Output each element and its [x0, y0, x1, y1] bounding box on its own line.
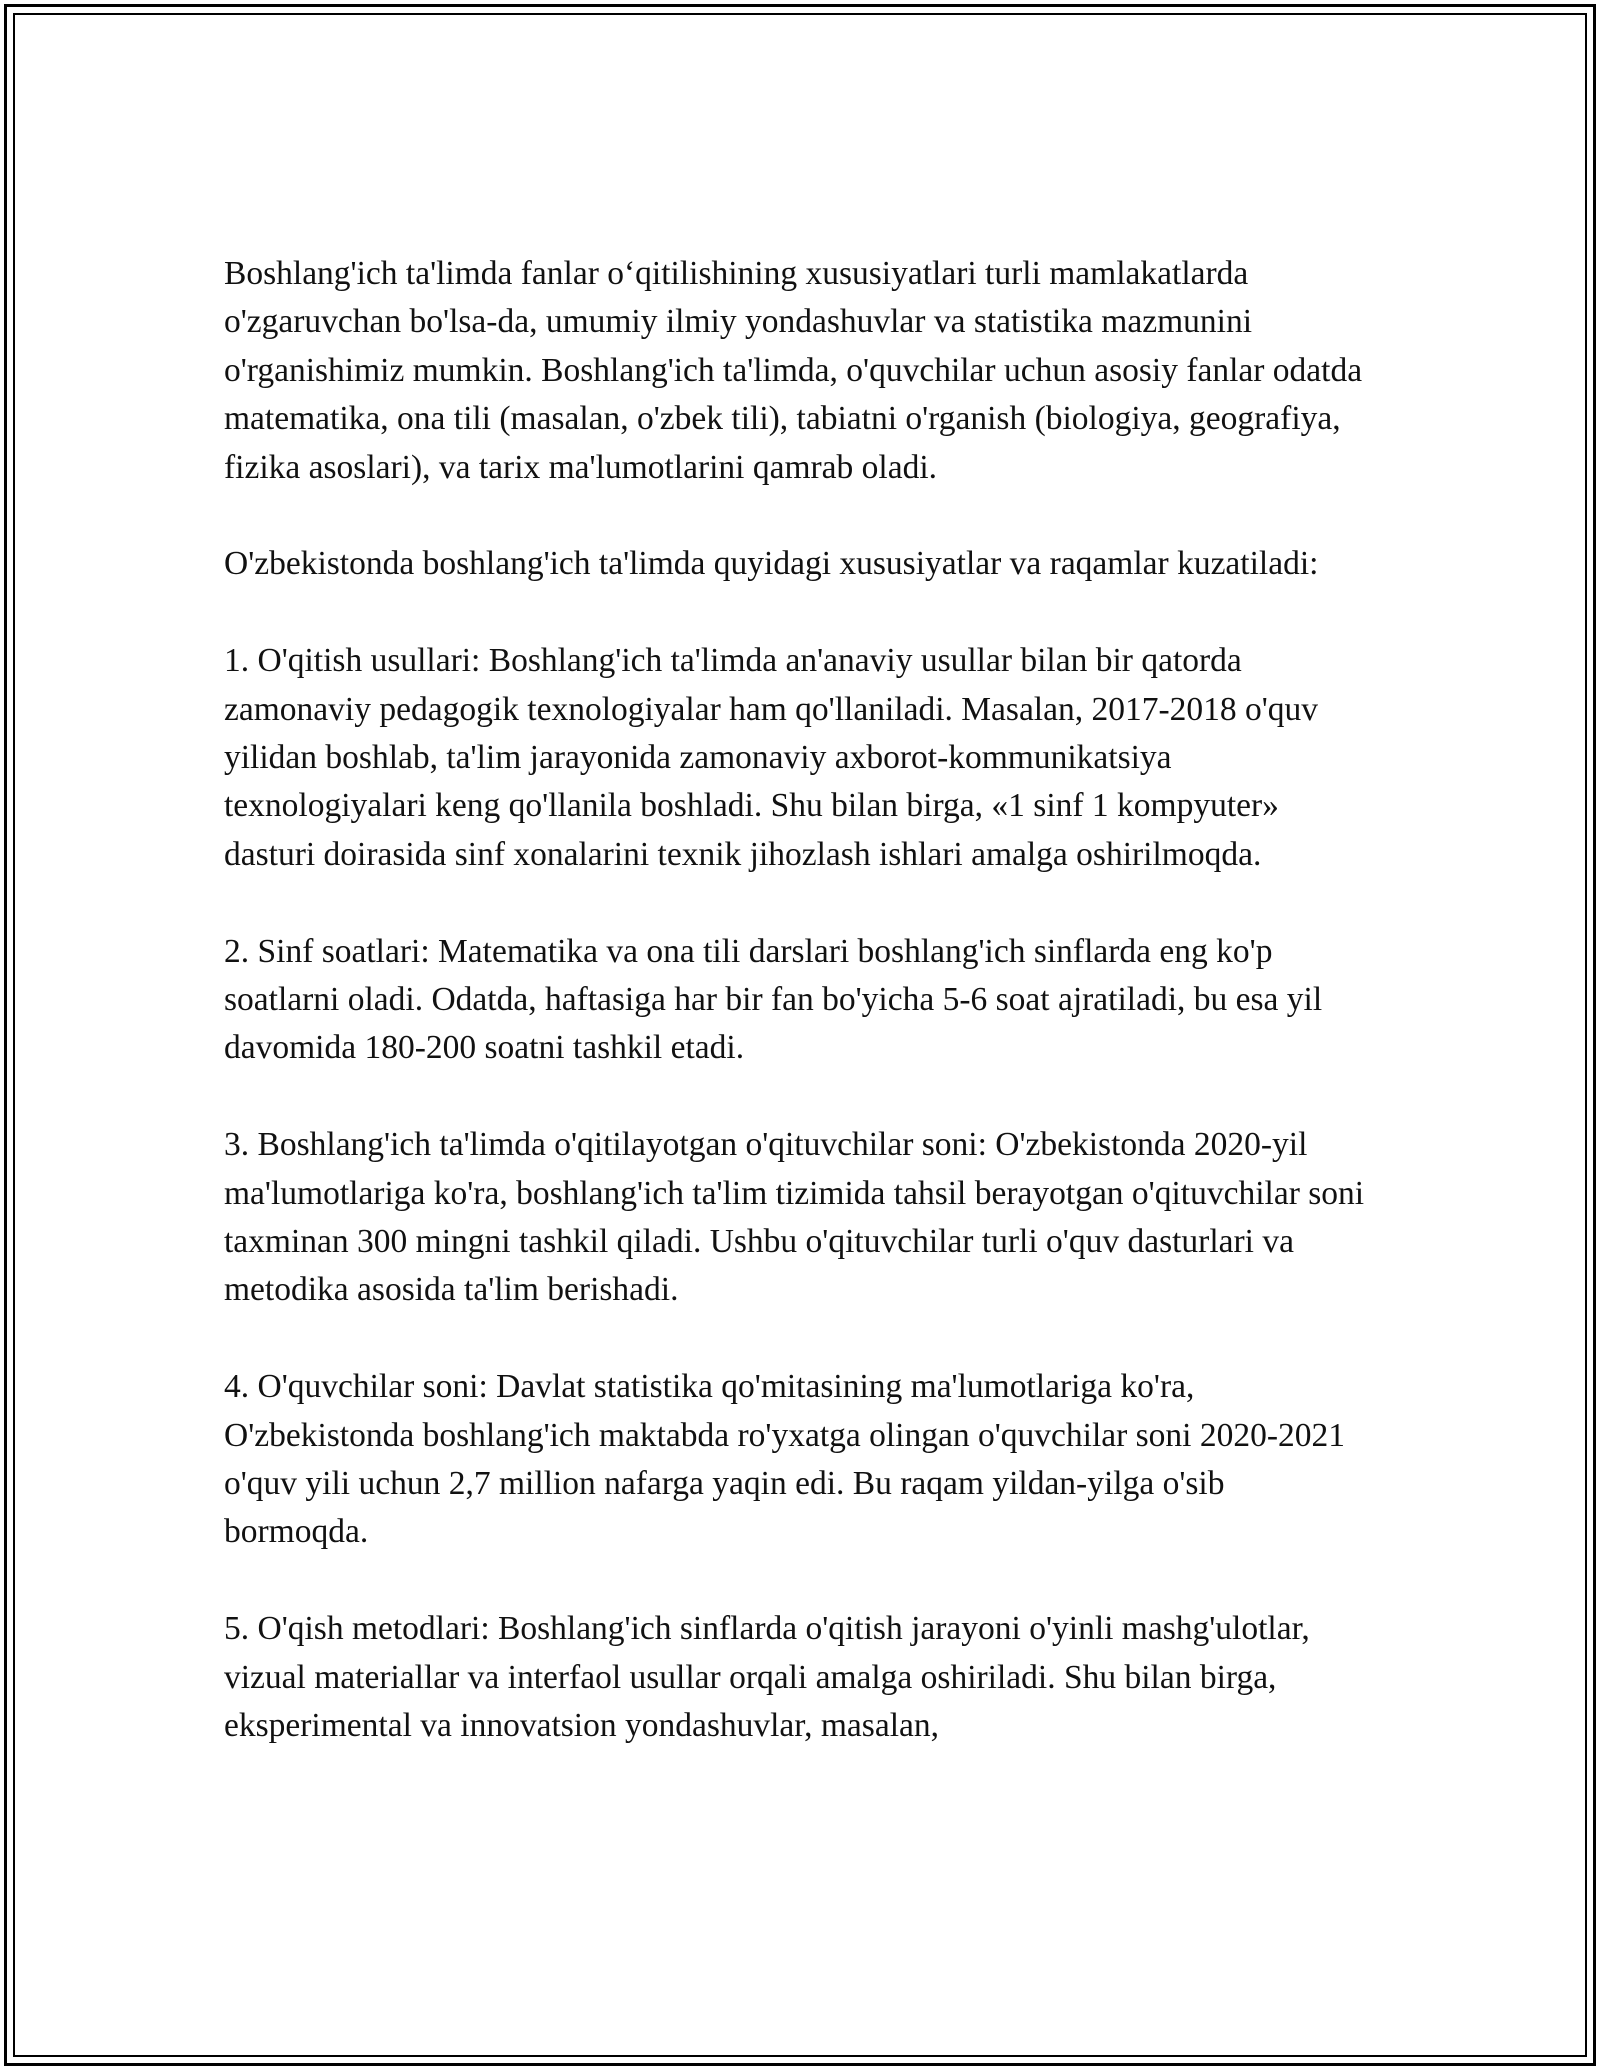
lead-in-paragraph: O'zbekistonda boshlang'ich ta'limda quyidagi xususiyatlar va raqamlar kuzatiladi: — [224, 545, 1319, 583]
list-item-reading-methods: 5. O'qish metodlari: Boshlang'ich sinflarda o'qitish jarayoni o'yinli mashg'ulotlar, vizual materiallar va interfaol usullar orqali amalga oshiriladi. Shu bilan birga, eksperimental va innovatsion yondashuvlar, masalan, — [224, 1610, 1310, 1745]
document-body — [224, 250, 1374, 1799]
list-item-teaching-methods: 1. O'qitish usullari: Boshlang'ich ta'limda an'anaviy usullar bilan bir qatorda zamonaviy pedagogik texnologiyalar ham qo'llaniladi. Masalan, 2017-2018 o'quv yilidan boshlab, ta'lim jarayonida zamonaviy axborot-kommunikatsiya texnologiyalari keng qo'llanila boshladi. Shu bilan birga, «1 sinf 1 kompyuter» dasturi doirasida sinf xonalarini texnik jihozlash ishlari amalga oshirilmoqda. — [224, 642, 1319, 873]
list-item-student-count: 4. O'quvchilar soni: Davlat statistika qo'mitasining ma'lumotlariga ko'ra, O'zbekistonda boshlang'ich maktabda ro'yxatga olingan o'quvchilar soni 2020-2021 o'quv yili uchun 2,7 million nafarga yaqin edi. Bu raqam yildan-yilga o'sib bormoqda. — [224, 1368, 1346, 1551]
list-item-class-hours: 2. Sinf soatlari: Matematika va ona tili darslari boshlang'ich sinflarda eng ko'p soatlarni oladi. Odatda, haftasiga har bir fan bo'yicha 5-6 soat ajratiladi, bu esa yil davomida 180-200 soatni tashkil etadi. — [224, 932, 1323, 1067]
list-item-teacher-count: 3. Boshlang'ich ta'limda o'qitilayotgan o'qituvchilar soni: O'zbekistonda 2020-yil ma'lumotlariga ko'ra, boshlang'ich ta'lim tizimida tahsil berayotgan o'qituvchilar soni taxminan 300 mingni tashkil qiladi. Ushbu o'qituvchilar turli o'quv dasturlari va metodika asosida ta'lim berishadi. — [224, 1126, 1365, 1309]
intro-paragraph: Boshlang'ich ta'limda fanlar o‘qitilishining xususiyatlari turli mamlakatlarda o'zgaruvchan bo'lsa-da, umumiy ilmiy yondashuvlar va statistika mazmunini o'rganishimiz mumkin. Boshlang'ich ta'limda, o'quvchilar uchun asosiy fanlar odatda matematika, ona tili (masalan, o'zbek tili), tabiatni o'rganish (biologiya, geografiya, fizika asoslari), va tarix ma'lumotlarini qamrab oladi. — [224, 255, 1363, 486]
